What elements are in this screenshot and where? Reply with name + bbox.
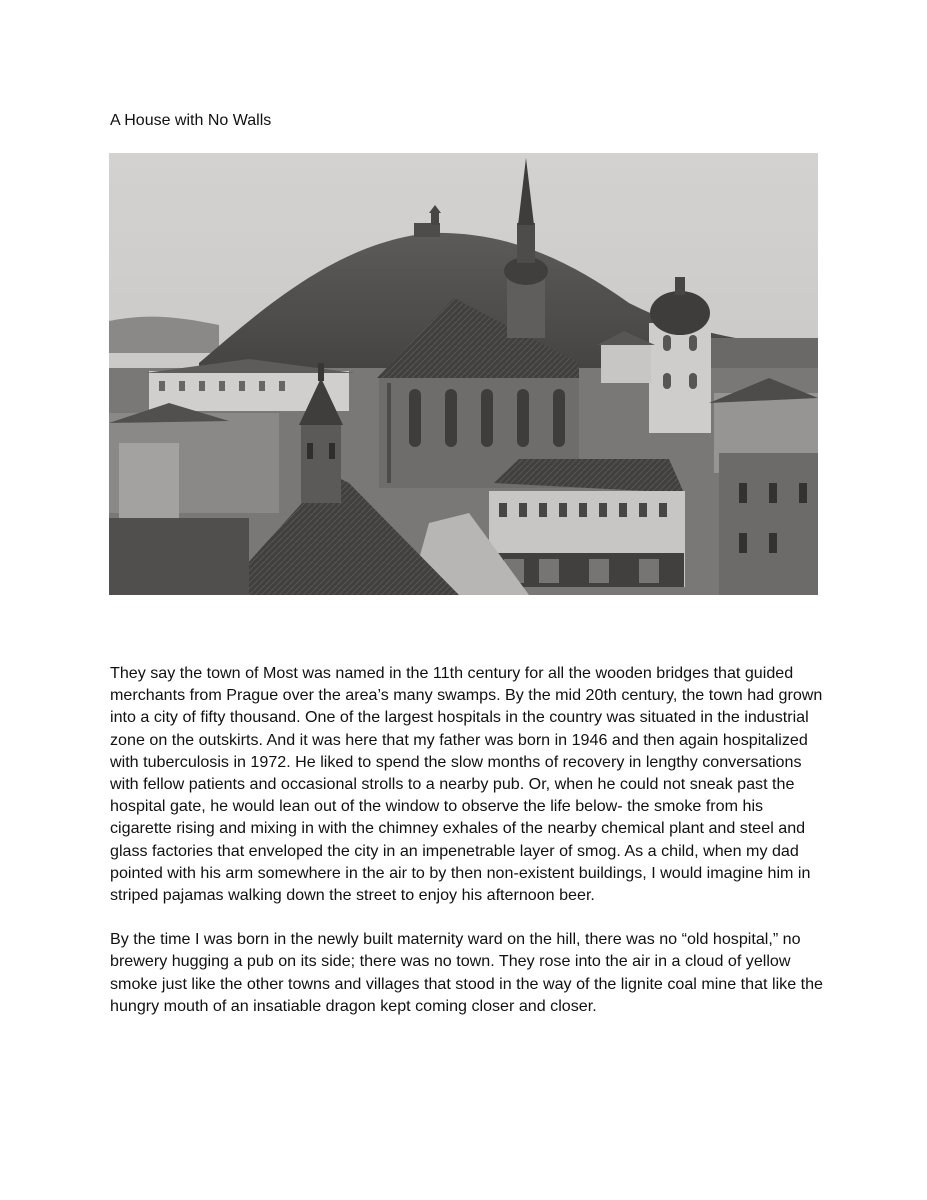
page-title: A House with No Walls [110,112,272,129]
article-body [110,662,826,1039]
sepia-tint [109,153,818,595]
historic-town-photo [109,153,818,595]
paragraph-2: By the time I was born in the newly built maternity ward on the hill, there was no “old hospital,” no brewery hugging a pub on its side; there was no town. They rose into the air in a cloud of yellow smoke just like the other towns and villages that stood in the way of the lignite coal mine that like the hungry mouth of an insatiable dragon kept coming closer and closer. [110,930,823,1015]
town-illustration [109,153,818,595]
paragraph-1: They say the town of Most was named in the 11th century for all the wooden bridges that guided merchants from Prague over the area’s many swamps. By the mid 20th century, the town had grown into a city of fifty thousand. One of the largest hospitals in the country was situated in the industrial zone on the outskirts. And it was here that my father was born in 1946 and then again hospitalized with tuberculosis in 1972. He liked to spend the slow months of recovery in lengthy conversations with fellow patients and occasional strolls to a nearby pub. Or, when he could not sneak past the hospital gate, he would lean out of the window to observe the life below- the smoke from his cigarette rising and mixing in with the chimney exhales of the nearby chemical plant and steel and glass factories that enveloped the city in an impenetrable layer of smog. As a child, when my dad pointed with his arm somewhere in the air to by then non-existent buildings, I would imagine him in striped pajamas walking down the street to enjoy his afternoon beer. [110,664,823,905]
